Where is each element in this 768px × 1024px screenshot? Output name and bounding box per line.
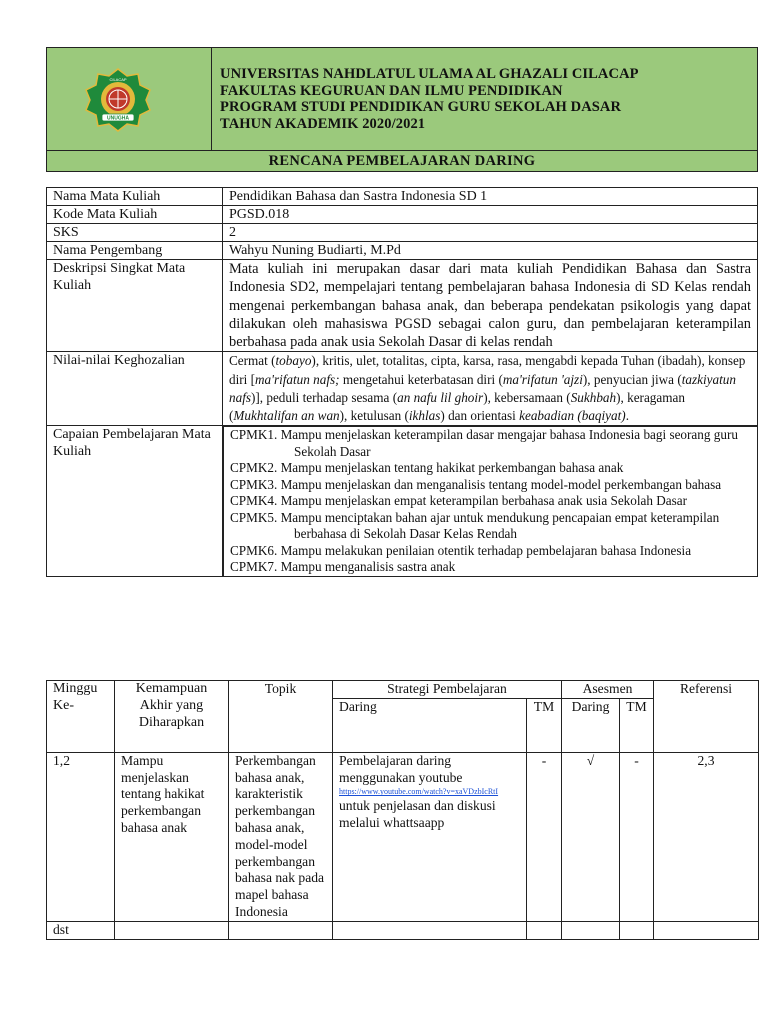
developer-label: Nama Pengembang (47, 242, 223, 260)
outcomes-label: Capaian Pembelajaran Mata Kuliah (47, 426, 223, 577)
youtube-link[interactable]: https://www.youtube.com/watch?v=xaVDzbIcRtI (339, 787, 499, 797)
outcome-item: CPMK5. Mampu menciptakan bahan ajar untuk mendukung pencapaian empat keterampilan berbahasa di Sekolah Dasar Kelas Rendah (230, 509, 720, 542)
row-developer (47, 242, 758, 260)
faculty-name: FAKULTAS KEGURUAN DAN ILMU PENDIDIKAN (220, 82, 563, 99)
learning-strategy-table (46, 680, 759, 940)
assess-tm-cell: - (620, 752, 654, 921)
header-top (47, 48, 757, 151)
program-name: PROGRAM STUDI PENDIDIKAN GURU SEKOLAH DASAR (220, 99, 622, 115)
outcome-item: CPMK2. Mampu menjelaskan tentang hakikat perkembangan bahasa anak (230, 460, 624, 476)
ability-cell: Mampu menjelaskan tentang hakikat perkembangan bahasa anak (115, 752, 229, 921)
outcome-item: CPMK7. Mampu menganalisis sastra anak (230, 559, 456, 575)
empty-cell (115, 921, 229, 939)
table-row (47, 752, 759, 921)
outcome-item: CPMK3. Mampu menjelaskan dan menganalisis tentang model-model perkembangan bahasa (230, 476, 722, 492)
description-value: Mata kuliah ini merupakan dasar dari mata kuliah Pendidikan Bahasa dan Sastra Indonesia SD2, mempelajari tentang pembelajaran bahasa Indonesia di SD Kelas rendah mengenai perkembangan bahasa anak, dan beberapa pendekatan psikologis yang dapat dilakukan oleh mahasiswa PGSD sebagai calon guru, dan pembelajaran keterampilan berbahasa pada anak usia Sekolah Dasar di kelas rendah (223, 260, 758, 352)
sks-value: 2 (223, 224, 758, 242)
university-logo-icon (80, 68, 156, 132)
sks-label: SKS (47, 224, 223, 242)
university-name: UNIVERSITAS NAHDLATUL ULAMA AL GHAZALI CILACAP (220, 66, 639, 82)
col-week-header: Minggu Ke- (47, 681, 115, 753)
row-outcomes (47, 426, 758, 577)
table-row (47, 921, 759, 939)
row-description (47, 260, 758, 352)
online-strategy-cell (333, 752, 527, 921)
values-label: Nilai-nilai Keghozalian (47, 352, 223, 426)
course-code-value: PGSD.018 (223, 206, 758, 224)
col-assessment-header: Asesmen (562, 681, 654, 699)
week-cell: dst (47, 921, 115, 939)
institution-lines (220, 66, 750, 132)
row-values (47, 352, 758, 426)
row-course-code (47, 206, 758, 224)
academic-year: TAHUN AKADEMIK 2020/2021 (220, 115, 426, 132)
empty-cell (229, 921, 333, 939)
course-name-label: Nama Mata Kuliah (47, 188, 223, 206)
logo-cell (47, 48, 212, 151)
col-online-header: Daring (333, 698, 527, 752)
reference-cell: 2,3 (654, 752, 759, 921)
empty-cell (654, 921, 759, 939)
row-course-name (47, 188, 758, 206)
outcomes-list (223, 426, 758, 577)
course-code-label: Kode Mata Kuliah (47, 206, 223, 224)
logo-text: UNUGHA (107, 115, 129, 122)
assess-online-cell: √ (562, 752, 620, 921)
empty-cell (333, 921, 527, 939)
online-strategy-text-2: untuk penjelasan dan diskusi melalui whattsaapp (339, 798, 496, 831)
document-title: RENCANA PEMBELAJARAN DARING (268, 153, 536, 169)
col-assess-online-header: Daring (562, 698, 620, 752)
developer-value: Wahyu Nuning Budiarti, M.Pd (223, 242, 758, 260)
outcome-item: CPMK6. Mampu melakukan penilaian otentik terhadap pembelajaran bahasa Indonesia (230, 542, 692, 558)
col-strategy-header: Strategi Pembelajaran (333, 681, 562, 699)
col-reference-header: Referensi (654, 681, 759, 753)
outcome-item: CPMK4. Mampu menjelaskan empat keterampilan berbahasa anak usia Sekolah Dasar (230, 493, 688, 509)
empty-cell (620, 921, 654, 939)
header-row-1 (47, 681, 759, 699)
col-ability-header: Kemampuan Akhir yang Diharapkan (115, 681, 229, 753)
tm-cell: - (527, 752, 562, 921)
course-name-value: Pendidikan Bahasa dan Sastra Indonesia SD 1 (223, 188, 758, 206)
course-info-table (46, 187, 758, 577)
col-tm-header: TM (527, 698, 562, 752)
outcome-item: CPMK1. Mampu menjelaskan keterampilan dasar mengajar bahasa Indonesia bagi seorang guru Sekolah Dasar (230, 427, 738, 459)
description-label: Deskripsi Singkat Mata Kuliah (47, 260, 223, 352)
empty-cell (527, 921, 562, 939)
online-strategy-text: Pembelajaran daring menggunakan youtube (339, 752, 463, 785)
logo-subtext: CILACAP (109, 77, 127, 82)
header-block (46, 47, 758, 172)
row-sks (47, 224, 758, 242)
col-assess-tm-header: TM (620, 698, 654, 752)
col-topic-header: Topik (229, 681, 333, 753)
week-cell: 1,2 (47, 752, 115, 921)
empty-cell (562, 921, 620, 939)
values-value: Cermat (tobayo), kritis, ulet, totalitas, cipta, karsa, rasa, mengabdi kepada Tuhan (ibadah), konsep diri [ma'rifatun nafs; mengetahui keterbatasan diri (ma'rifatun 'ajzi), penyucian jiwa (tazkiyatun nafs)], peduli terhadap sesama (an nafu lil ghoir), kebersamaan (Sukhbah), keragaman (Mukhtalifan an wan), ketulusan (ikhlas) dan orientasi keabadian (baqiyat). (223, 352, 758, 426)
topic-cell: Perkembangan bahasa anak, karakteristik perkembangan bahasa anak, model-model perkembangan bahasa nak pada mapel bahasa Indonesia (229, 752, 333, 921)
